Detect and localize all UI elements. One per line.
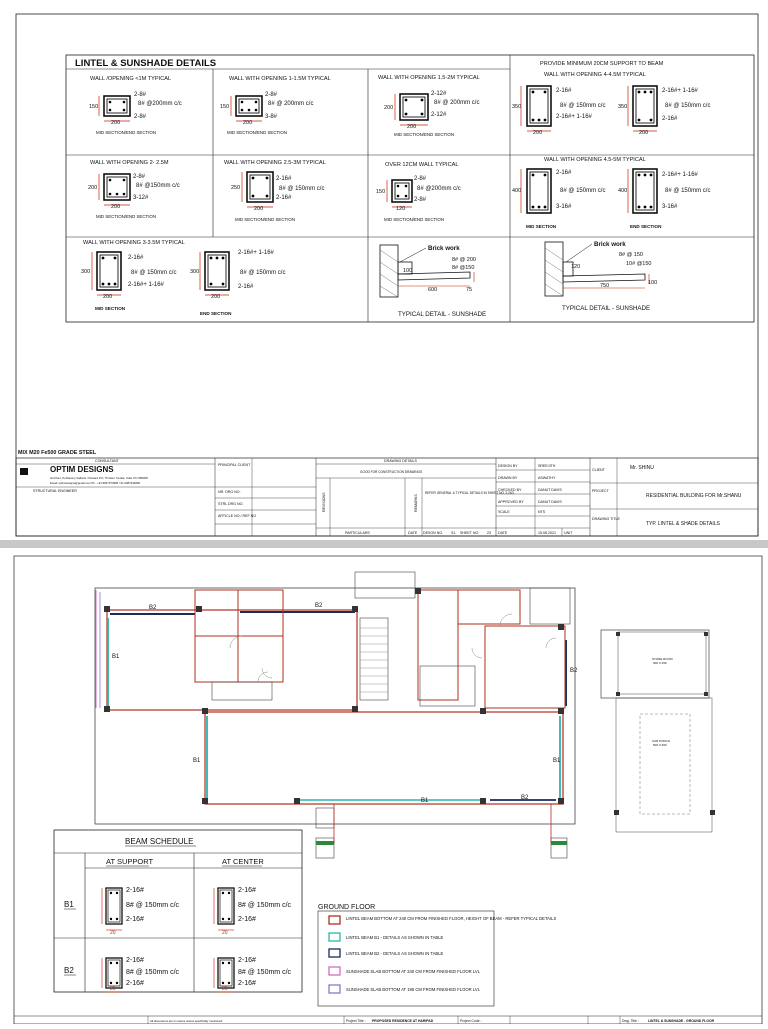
store-room-dim: 300 X 250 xyxy=(653,661,667,665)
stirrups: 8# @200mm c/c xyxy=(417,186,461,192)
brickwork-label: Brick work xyxy=(428,245,460,252)
car-porch-dim: 500 X 600 xyxy=(653,743,667,747)
dim-depth: 300 xyxy=(81,269,91,275)
bottom-bars: 3-8# xyxy=(265,114,278,120)
center-top-bars: 2-16# xyxy=(238,887,256,894)
end-top-bars: 2-16#+ 1-16# xyxy=(238,250,274,256)
drawn-by-label: DRAWN BY xyxy=(498,476,518,480)
firm-email: Email: optimdesigns@gmail.com Ph : +91 9847073955 / 91 9387344806 xyxy=(50,481,140,485)
ground-floor-plan xyxy=(95,572,578,858)
sunshade-detail-right xyxy=(545,241,657,312)
legend-item xyxy=(329,967,481,975)
sunshade-bar-1: 8# @ 150 xyxy=(619,252,643,258)
beam-label: B1 xyxy=(421,798,429,804)
beam-id: B1 xyxy=(64,900,74,909)
dim-120: 120 xyxy=(571,264,581,270)
dwg-title-label: Dwg. Title : xyxy=(622,1019,639,1023)
legend-item xyxy=(329,949,444,957)
sunshade-bar-1: 8# @ 200 xyxy=(452,257,476,263)
approved-by-label: APPROVED BY xyxy=(498,500,524,504)
mix-note: MIX M20 Fe500 GRADE STEEL xyxy=(18,450,97,456)
beam-label: B2 xyxy=(149,605,157,611)
mid-stirrups: 8# @ 150mm c/c xyxy=(560,188,606,194)
top-bars: 2-8# xyxy=(414,176,427,182)
legend-swatch xyxy=(329,985,340,993)
firm-address: 2nd floor, Puzhavery Gallaria, Chavara P.O, Thrissur, Kerala, India. Pin 680008 xyxy=(50,476,148,480)
firm-logo-icon xyxy=(20,468,28,475)
dim-75: 75 xyxy=(466,287,473,293)
end-bottom-bars: 2-16# xyxy=(238,284,254,290)
dim-depth: 400 xyxy=(512,188,522,194)
project-code-label: Project Code : xyxy=(460,1019,482,1023)
design-by-value: SREEJITH xyxy=(538,464,556,468)
beam-id: B2 xyxy=(64,966,74,975)
end-section-caption: END SECTION xyxy=(630,224,662,229)
side-structures xyxy=(601,630,715,832)
sunshade-detail-left xyxy=(380,245,486,318)
beam-label: B1 xyxy=(193,758,201,764)
section-caption: MID SECTION/END SECTION xyxy=(235,217,296,222)
end-stirrups: 8# @ 150mm c/c xyxy=(665,103,711,109)
support-bottom-bars: 2-16# xyxy=(126,916,144,923)
center-stirrups: 8# @ 150mm c/c xyxy=(238,969,292,976)
beam-label: B2 xyxy=(521,795,529,801)
principal-client-label: PRINCIPAL CLIENT xyxy=(218,463,251,467)
drawing-title-value: TYP. LINTEL & SHADE DETAILS xyxy=(646,521,720,527)
stirrups: 8# @ 200mm c/c xyxy=(268,101,314,107)
mid-stirrups: 8# @ 150mm c/c xyxy=(560,103,606,109)
section-caption: MID SECTION/END SECTION xyxy=(384,217,445,222)
center-bottom-bars: 2-16# xyxy=(238,980,256,987)
date-value: 15.08.2021 xyxy=(538,531,556,535)
sunshade-bar-2: 10# @150 xyxy=(626,261,652,267)
mid-bottom-bars: 2-16#+ 1-16# xyxy=(556,114,592,120)
title-block xyxy=(16,458,758,536)
legend-swatch xyxy=(329,949,340,957)
beam-schedule-row-b2 xyxy=(64,957,292,992)
sunshade-bar-2: 8# @150 xyxy=(452,265,475,271)
sheet-separator xyxy=(0,540,768,548)
support-top-bars: 2-16# xyxy=(126,957,144,964)
legend-swatch xyxy=(329,916,340,924)
legend-item xyxy=(329,933,444,941)
mid-top-bars: 2-16# xyxy=(128,255,144,261)
section-wall-opening-lt-1m xyxy=(89,76,182,135)
center-top-bars: 2-16# xyxy=(238,957,256,964)
dim-width: 200 xyxy=(103,294,113,300)
mid-section-caption: MID SECTION xyxy=(95,306,126,311)
checked-by-value: DANUT DAVIS xyxy=(538,488,562,492)
section-heading: WALL WITH OPENING 2.5-3M TYPICAL xyxy=(224,160,326,166)
structural-engineer-label: STRUCTURAL ENGINEER xyxy=(33,489,77,493)
legend-text: LINTEL BEAM B2 - DETAILS AS SHOWN IN TABLE xyxy=(346,951,444,956)
beam-schedule-title: BEAM SCHEDULE xyxy=(125,837,194,846)
end-section-caption: END SECTION xyxy=(200,311,232,316)
end-stirrups: 8# @ 150mm c/c xyxy=(665,188,711,194)
dim-depth: 400 xyxy=(618,188,628,194)
stirrups: 8# @ 200mm c/c xyxy=(434,100,480,106)
bottom-bars: 2-12# xyxy=(431,112,447,118)
dim-width: 120 xyxy=(396,206,406,212)
scale-value: NTS xyxy=(538,510,546,514)
date-label: DATE xyxy=(498,531,508,535)
mid-section-caption: MID SECTION xyxy=(526,224,557,229)
section-wall-opening-2-5-3m xyxy=(224,160,326,222)
dim-width: 200 xyxy=(211,294,221,300)
beam-label: B2 xyxy=(570,668,578,674)
dim-100: 100 xyxy=(403,268,413,274)
section-heading: WALL WITH OPENING 2- 2.5M xyxy=(90,160,169,166)
support-stirrups: 8# @ 150mm c/c xyxy=(126,902,180,909)
stirrups: 8# @200mm c/c xyxy=(138,101,182,107)
top-bars: 2-8# xyxy=(133,174,146,180)
good-for-construction: GOOD FOR CONSTRUCTION DRAWINGS xyxy=(360,470,423,474)
dim-depth: 200 xyxy=(88,185,98,191)
mid-top-bars: 2-16# xyxy=(556,170,572,176)
legend-title: GROUND FLOOR xyxy=(318,904,376,911)
mid-bottom-bars: 2-16#+ 1-16# xyxy=(128,282,164,288)
dim-100: 100 xyxy=(648,280,658,286)
support-stirrups: 8# @ 150mm c/c xyxy=(126,969,180,976)
sunshade-caption: TYPICAL DETAIL - SUNSHADE xyxy=(398,311,487,318)
dim-width: 200 xyxy=(407,124,417,130)
particulars-label: PARTICULARS xyxy=(345,531,370,535)
mid-bottom-bars: 3-16# xyxy=(556,204,572,210)
dim-depth: 150 xyxy=(376,189,386,195)
legend-text: LINTEL BEAM B1 - DETAILS AS SHOWN IN TABLE xyxy=(346,935,444,940)
dim-600: 600 xyxy=(428,287,438,293)
checked-by-label: CHECKED BY xyxy=(498,488,522,492)
article-ref: ARTICLE NO / REF NO xyxy=(218,514,257,518)
date-col-label: DATE xyxy=(408,531,418,535)
section-caption: MID SECTION/END SECTION xyxy=(96,214,157,219)
beam-width: 20 xyxy=(222,986,228,992)
section-heading: OVER 12CM WALL TYPICAL xyxy=(385,162,459,168)
end-bottom-bars: 2-16# xyxy=(662,116,678,122)
desgn-no-label: DESGN NO. xyxy=(423,531,444,535)
beam-width: 20 xyxy=(110,930,116,936)
section-wall-opening-3-3-5m xyxy=(81,240,285,316)
section-heading: WALL /OPENING <1M TYPICAL xyxy=(90,76,172,82)
unit-label: UNIT xyxy=(564,531,573,535)
section-wall-opening-1-1-5m xyxy=(220,76,331,135)
approved-by-value: DANUT DAVIS xyxy=(538,500,562,504)
end-stirrups: 8# @ 150mm c/c xyxy=(240,270,286,276)
section-caption: MID SECTION/END SECTION xyxy=(394,132,455,137)
support-bottom-bars: 2-16# xyxy=(126,980,144,987)
dim-width: 200 xyxy=(639,130,649,136)
ground-floor-legend xyxy=(318,904,556,1006)
brickwork-label: Brick work xyxy=(594,241,626,248)
at-center-header: AT CENTER xyxy=(222,857,264,866)
support-top-bars: 2-16# xyxy=(126,887,144,894)
section-wall-opening-4-4-5m xyxy=(512,72,710,136)
dim-depth: 300 xyxy=(190,269,200,275)
project-label: PROJECT xyxy=(592,489,609,493)
detail-sheet-title: LINTEL & SUNSHADE DETAILS xyxy=(75,58,217,69)
drawn-by-value: ASWATHY xyxy=(538,476,556,480)
ground-floor-lintel-plan-sheet xyxy=(0,548,768,1024)
legend-text: SUNSHADE SLAB BOTTOM AT 240 CM FROM FINISHED FLOOR LVL xyxy=(346,969,480,974)
beam-schedule-row-b1 xyxy=(64,887,292,936)
consultant-label: CONSULTANT xyxy=(95,459,119,463)
dim-width: 200 xyxy=(111,120,121,126)
mid-top-bars: 2-16# xyxy=(556,88,572,94)
end-top-bars: 2-16#+ 1-16# xyxy=(662,172,698,178)
section-heading: WALL WITH OPENING 3-3.5M TYPICAL xyxy=(83,240,185,246)
top-bars: 2-8# xyxy=(265,92,278,98)
dwg-title: LINTEL & SUNSHADE - GROUND FLOOR xyxy=(648,1019,715,1023)
dim-width: 200 xyxy=(243,120,253,126)
top-bars: 2-12# xyxy=(431,91,447,97)
legend-item xyxy=(329,985,481,993)
sunshade-caption: TYPICAL DETAIL - SUNSHADE xyxy=(562,305,651,312)
footer-note: All dimensions are in meters unless specifically mentioned. xyxy=(150,1019,223,1023)
stirrups: 8# @ 150mm c/c xyxy=(279,186,325,192)
dim-width: 200 xyxy=(111,204,121,210)
legend-swatch xyxy=(329,967,340,975)
car-porch-label: CAR PORCH xyxy=(652,739,671,743)
section-caption: MID SECTION/END SECTION xyxy=(96,130,157,135)
beam-width: 20 xyxy=(110,986,116,992)
beam-label: B2 xyxy=(315,603,323,609)
project-value: RESIDENTIAL BUILDING FOR Mr.SHANU xyxy=(646,493,742,499)
client-label: CLIENT xyxy=(592,468,605,472)
firm-name: OPTIM DESIGNS xyxy=(50,465,114,474)
strl-drg-no: STRL DRG NO. xyxy=(218,502,244,506)
section-wall-opening-4-5-5m xyxy=(512,157,710,229)
section-heading: WALL WITH OPENING 1.5-2M TYPICAL xyxy=(378,75,480,81)
legend-item xyxy=(329,916,556,924)
sheet-value: S1 xyxy=(451,531,456,535)
beam-schedule-table xyxy=(54,830,302,992)
end-bottom-bars: 3-16# xyxy=(662,204,678,210)
dim-depth: 200 xyxy=(384,105,394,111)
bottom-bars: 2-8# xyxy=(414,197,427,203)
dim-depth: 150 xyxy=(89,104,99,110)
section-caption: MID SECTION/END SECTION xyxy=(227,130,288,135)
center-stirrups: 8# @ 150mm c/c xyxy=(238,902,292,909)
beam-width: 20 xyxy=(222,930,228,936)
sheet2-drawing xyxy=(0,548,768,1024)
mid-stirrups: 8# @ 150mm c/c xyxy=(131,270,177,276)
legend-swatch xyxy=(329,933,340,941)
drawing-details-label: DRAWING DETAILS xyxy=(384,459,417,463)
remarks-label: REMARKS xyxy=(414,494,418,512)
dim-750: 750 xyxy=(600,283,610,289)
bottom-bars: 3-12# xyxy=(133,195,149,201)
scale-label: SCALE xyxy=(498,510,510,514)
drawing-title-label: DRAWING TITLE xyxy=(592,517,620,521)
support-note: PROVIDE MINIMUM 20CM SUPPORT TO BEAM xyxy=(540,61,664,67)
beam-label: B1 xyxy=(553,758,561,764)
dim-depth: 250 xyxy=(231,185,241,191)
section-over-12cm-wall xyxy=(376,162,461,222)
section-heading: WALL WITH OPENING 4-4.5M TYPICAL xyxy=(544,72,646,78)
legend-text: LINTEL BEAM BOTTOM AT 240 CM FROM FINISHED FLOOR, HEIGHT OF BEAM - REFER TYPICAL DETAILS xyxy=(346,916,557,921)
sheet-no-label: SHEET NO. xyxy=(460,531,480,535)
end-top-bars: 2-16#+ 1-16# xyxy=(662,88,698,94)
sheet2-footer xyxy=(14,1016,762,1024)
dim-depth: 350 xyxy=(512,104,522,110)
dim-depth: 150 xyxy=(220,104,230,110)
top-bars: 2-8# xyxy=(134,92,147,98)
section-heading: WALL WITH OPENING 4.5-5M TYPICAL xyxy=(544,157,646,163)
design-by-label: DESIGN BY xyxy=(498,464,518,468)
section-wall-opening-1-5-2m xyxy=(378,75,480,137)
section-wall-opening-2-2-5m xyxy=(88,160,180,219)
refer-note: REFER GENERAL & TYPICAL DETAILS IN SHEET NO.'1,2&3 xyxy=(425,491,514,495)
dim-width: 200 xyxy=(533,130,543,136)
project-title: PROPOSED RESIDENCE AT HARIPAD xyxy=(372,1019,434,1023)
bottom-bars: 2-8# xyxy=(134,114,147,120)
bottom-bars: 2-16# xyxy=(276,195,292,201)
at-support-header: AT SUPPORT xyxy=(106,857,154,866)
beam-label: B1 xyxy=(112,654,120,660)
client-value: Mr. SHINU xyxy=(630,465,654,471)
revisions-label: REVISIONS xyxy=(322,492,326,512)
sheet-total: 23 xyxy=(487,531,491,535)
top-bars: 2-16# xyxy=(276,176,292,182)
stirrups: 8# @150mm c/c xyxy=(136,183,180,189)
center-bottom-bars: 2-16# xyxy=(238,916,256,923)
legend-text: SUNSHADE SLAB BOTTOM AT 195 CM FROM FINISHED FLOOR LVL xyxy=(346,987,480,992)
nr-drg-no: NR. DRG NO. xyxy=(218,490,241,494)
project-title-label: Project Title : xyxy=(346,1019,366,1023)
section-heading: WALL WITH OPENING 1-1.5M TYPICAL xyxy=(229,76,331,82)
dim-depth: 350 xyxy=(618,104,628,110)
dim-width: 200 xyxy=(254,206,264,212)
store-room-label: STORE ROOM xyxy=(652,657,673,661)
